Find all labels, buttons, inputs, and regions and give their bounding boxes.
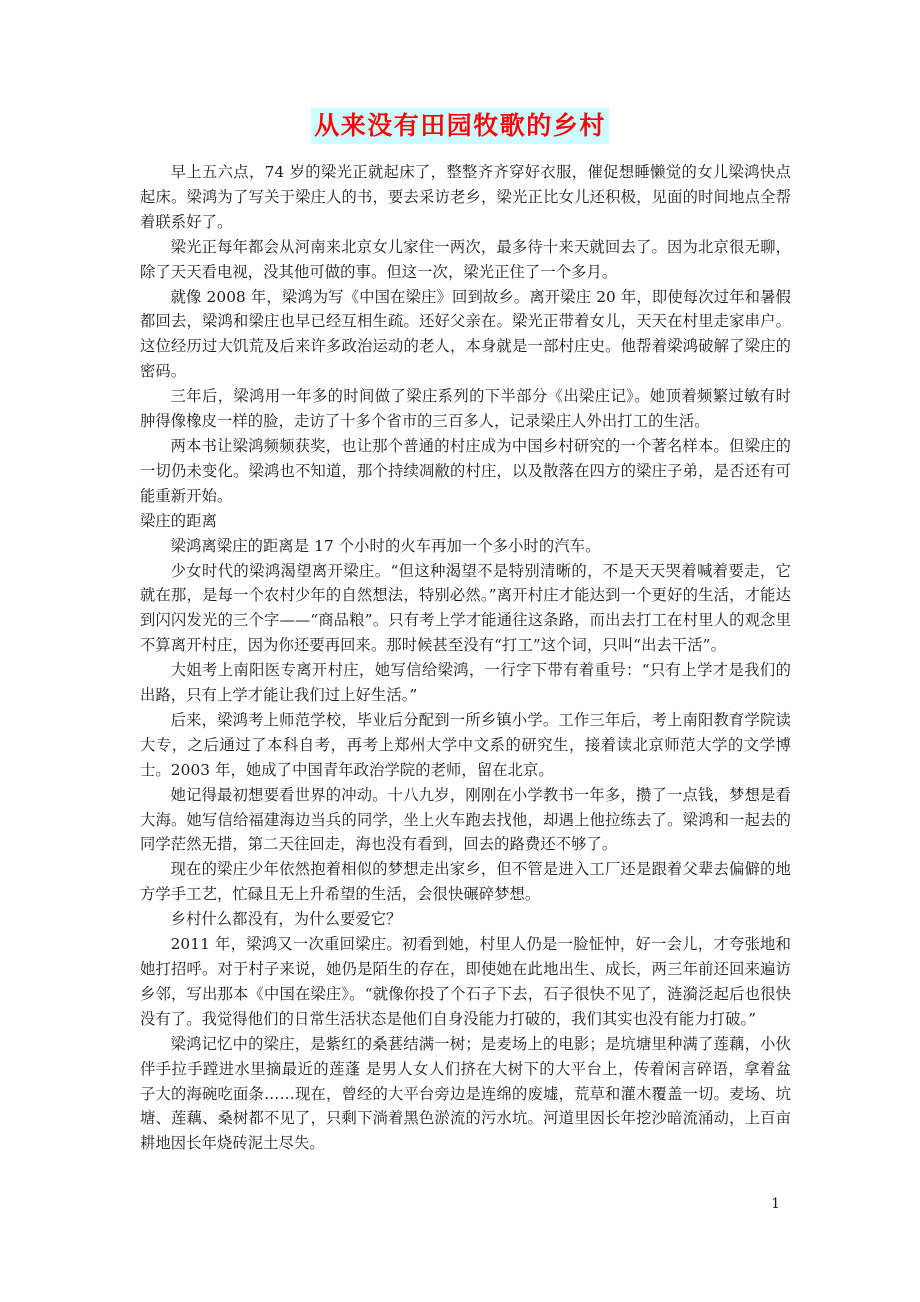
page-title: 从来没有田园牧歌的乡村 [311, 108, 609, 144]
paragraph: 就像 2008 年，梁鸿为写《中国在梁庄》回到故乡。离开梁庄 20 年，即使每次过年和暑假都回去，梁鸿和梁庄也早已经互相生疏。还好父亲在。梁光正带着女儿，天天在村里走家串户。这位经历过大饥荒及后来许多政治运动的老人，本身就是一部村庄史。他帮着梁鸿破解了梁庄的密码。 [140, 287, 791, 381]
article-body [140, 160, 791, 1156]
page-number: 1 [771, 1196, 780, 1212]
paragraph: 梁鸿记忆中的梁庄，是紫红的桑葚结满一树；是麦场上的电影；是坑塘里种满了莲藕，小伙伴手拉手蹚进水里摘最近的莲蓬 是男人女人们挤在大树下的大平台上，传着闲言碎语，拿着盆子大的海碗吃面条……现在，曾经的大平台旁边是连绵的废墟，荒草和灌木覆盖一切。麦场、坑塘、莲藕、桑树都不见了，只剩下淌着黑色淤流的污水坑。河道里因长年挖沙暗流涌动，上百亩耕地因长年烧砖泥土尽失。 [140, 1034, 791, 1153]
paragraph: 2011 年，梁鸿又一次重回梁庄。初看到她，村里人仍是一脸怔忡，好一会儿，才夸张地和她打招呼。对于村子来说，她仍是陌生的存在，即使她在此地出生、成长，两三年前还回来遍访乡邻，写出那本《中国在梁庄》。“就像你投了个石子下去，石子很快不见了，涟漪泛起后也很快没有了。我觉得他们的日常生活状态是他们自身没能力打破的，我们其实也没有能力打破。” [140, 935, 791, 1028]
paragraph: 她记得最初想要看世界的冲动。十八九岁，刚刚在小学教书一年多，攒了一点钱，梦想是看大海。她写信给福建海边当兵的同学，坐上火车跑去找他，却遇上他拉练去了。梁鸿和一起去的同学茫然无措，第二天往回走，海也没有看到，回去的路费还不够了。 [140, 785, 791, 854]
paragraph: 后来，梁鸿考上师范学校，毕业后分配到一所乡镇小学。工作三年后，考上南阳教育学院读大专，之后通过了本科自考，再考上郑州大学中文系的研究生，接着读北京师范大学的文学博士。2003 年，她成了中国青年政治学院的老师，留在北京。 [140, 710, 791, 779]
paragraph: 大姐考上南阳医专离开村庄，她写信给梁鸿，一行字下带有着重号：“只有上学才是我们的出路，只有上学才能让我们过上好生活。” [140, 661, 791, 705]
paragraph: 乡村什么都没有，为什么要爱它？ [170, 910, 402, 929]
paragraph: 梁鸿离梁庄的距离是 17 个小时的火车再加一个多小时的汽车。 [170, 536, 601, 555]
paragraph: 两本书让梁鸿频频获奖，也让那个普通的村庄成为中国乡村研究的一个著名样本。但梁庄的一切仍未变化。梁鸿也不知道，那个持续凋敝的村庄，以及散落在四方的梁庄子弟，是否还有可能重新开始。 [140, 436, 791, 505]
paragraph: 少女时代的梁鸿渴望离开梁庄。“但这种渴望不是特别清晰的，不是天天哭着喊着要走，它就在那，是每一个农村少年的自然想法，特别必然。”离开村庄才能达到一个更好的生活，才能达到闪闪发光的三个字——“商品粮”。只有考上学才能通往这条路，而出去打工在村里人的观念里不算离开村庄，因为你还要再回来。那时候甚至没有“打工”这个词，只叫“出去干活”。 [140, 561, 791, 655]
paragraph: 早上五六点，74 岁的梁光正就起床了，整整齐齐穿好衣服，催促想睡懒觉的女儿梁鸿快点起床。梁鸿为了写关于梁庄人的书，要去采访老乡，梁光正比女儿还积极，见面的时间地点全帮着联系好了。 [140, 163, 791, 231]
paragraph: 三年后，梁鸿用一年多的时间做了梁庄系列的下半部分《出梁庄记》。她顶着频繁过敏有时肿得像橡皮一样的脸，走访了十多个省市的三百多人，记录梁庄人外出打工的生活。 [140, 387, 791, 431]
page-title-container [0, 108, 920, 144]
paragraph: 梁光正每年都会从河南来北京女儿家住一两次，最多待十来天就回去了。因为北京很无聊，除了天天看电视，没其他可做的事。但这一次，梁光正住了一个多月。 [140, 237, 791, 281]
section-subheading: 梁庄的距离 [140, 511, 217, 530]
paragraph: 现在的梁庄少年依然抱着相似的梦想走出家乡，但不管是进入工厂还是跟着父辈去偏僻的地方学手工艺，忙碌且无上升希望的生活，会很快碾碎梦想。 [140, 860, 791, 904]
